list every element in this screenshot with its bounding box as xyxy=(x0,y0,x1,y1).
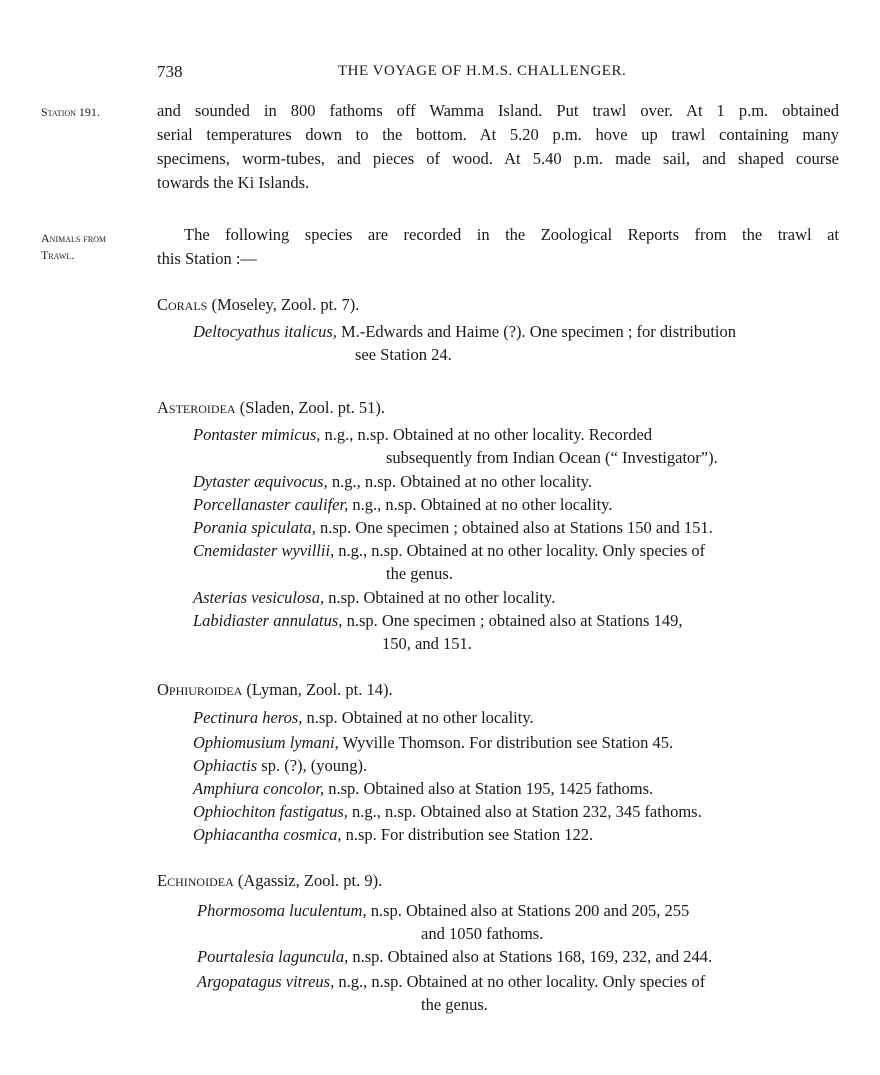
margin-animals-line2: Trawl. xyxy=(41,248,75,262)
species-description: n.sp. Obtained at no other locality. xyxy=(302,708,534,727)
species-description: n.sp. For distribution see Station 122. xyxy=(341,825,594,844)
section-title: Corals xyxy=(157,295,208,314)
paragraph-line: this Station :— xyxy=(157,249,257,268)
margin-animals-line1: Animals from xyxy=(41,231,107,245)
species-entry xyxy=(193,539,705,585)
species-entry xyxy=(197,945,712,968)
paragraph-line: serial temperatures down to the bottom. At 5.20 p.m. hove up trawl containing many xyxy=(157,125,839,144)
species-name: Deltocyathus italicus, xyxy=(193,322,337,341)
running-title: THE VOYAGE OF H.M.S. CHALLENGER. xyxy=(338,63,627,79)
species-entry xyxy=(193,586,555,609)
section-title: Asteroidea xyxy=(157,398,236,417)
species-name: Pourtalesia laguncula, xyxy=(197,947,349,966)
species-description: n.sp. Obtained also at Stations 200 and 205, 255 xyxy=(366,901,690,920)
species-continuation: see Station 24. xyxy=(355,345,452,364)
species-continuation: the genus. xyxy=(421,995,488,1014)
species-continuation: 150, and 151. xyxy=(382,634,472,653)
species-description: M.-Edwards and Haime (?). One specimen ; for distribution xyxy=(336,322,737,341)
species-name: Phormosoma luculentum, xyxy=(197,901,367,920)
species-description: n.sp. Obtained also at Station 195, 1425 fathoms. xyxy=(324,779,654,798)
species-name: Argopatagus vitreus, xyxy=(197,972,335,991)
paragraph-line: The following species are recorded in the Zoological Reports from the trawl at xyxy=(184,225,839,244)
species-name: Ophiactis xyxy=(193,756,258,775)
species-entry xyxy=(193,823,593,846)
species-description: n.sp. One specimen ; obtained also at Stations 150 and 151. xyxy=(315,518,713,537)
species-name: Labidiaster annulatus, xyxy=(193,611,343,630)
species-name: Asterias vesiculosa, xyxy=(193,588,325,607)
species-description: n.g., n.sp. Obtained also at Station 232, 345 fathoms. xyxy=(347,802,702,821)
species-entry xyxy=(193,754,367,777)
section-title: Ophiuroidea xyxy=(157,680,243,699)
species-description: n.g., n.sp. Obtained at no other locality. xyxy=(348,495,613,514)
section-heading-corals xyxy=(157,295,359,315)
section-reference: (Agassiz, Zool. pt. 9). xyxy=(233,871,383,890)
species-name: Ophiacantha cosmica, xyxy=(193,825,342,844)
species-description: n.g., n.sp. Obtained at no other locality. Recorded xyxy=(320,425,653,444)
section-reference: (Sladen, Zool. pt. 51). xyxy=(235,398,385,417)
margin-animals-label xyxy=(41,230,106,264)
species-entry xyxy=(193,777,653,800)
section-reference: (Moseley, Zool. pt. 7). xyxy=(207,295,360,314)
species-entry xyxy=(193,423,718,469)
species-name: Cnemidaster wyvillii, xyxy=(193,541,335,560)
section-heading-asteroidea xyxy=(157,398,385,418)
species-name: Pectinura heros, xyxy=(193,708,303,727)
section-title: Echinoidea xyxy=(157,871,234,890)
species-name: Dytaster æquivocus, xyxy=(193,472,328,491)
species-entry xyxy=(193,706,534,729)
species-entry xyxy=(193,516,713,539)
species-description: n.g., n.sp. Obtained at no other locality. xyxy=(327,472,592,491)
section-heading-echinoidea xyxy=(157,871,382,891)
species-name: Amphiura concolor, xyxy=(193,779,325,798)
species-entry xyxy=(193,493,612,516)
page-number: 738 xyxy=(157,62,183,81)
species-name: Ophiochiton fastigatus, xyxy=(193,802,348,821)
species-continuation: and 1050 fathoms. xyxy=(421,924,544,943)
species-description: n.sp. Obtained also at Stations 168, 169, 232, and 244. xyxy=(348,947,713,966)
paragraph-line: and sounded in 800 fathoms off Wamma Island. Put trawl over. At 1 p.m. obtained xyxy=(157,101,839,120)
station-paragraph xyxy=(157,99,839,195)
species-entry xyxy=(193,320,736,366)
species-description: n.sp. Obtained at no other locality. xyxy=(324,588,556,607)
species-entry xyxy=(193,731,673,754)
margin-station-label: Station 191. xyxy=(41,105,100,119)
species-description: sp. (?), (young). xyxy=(257,756,368,775)
species-name: Porania spiculata, xyxy=(193,518,316,537)
species-entry xyxy=(197,899,689,945)
paragraph-line: specimens, worm-tubes, and pieces of wood. At 5.40 p.m. made sail, and shaped course xyxy=(157,149,839,168)
species-entry xyxy=(193,609,682,655)
species-continuation: subsequently from Indian Ocean (“ Investigator”). xyxy=(386,448,718,467)
section-reference: (Lyman, Zool. pt. 14). xyxy=(242,680,393,699)
species-entry xyxy=(193,800,702,823)
species-name: Porcellanaster caulifer, xyxy=(193,495,349,514)
species-description: n.g., n.sp. Obtained at no other locality. Only species of xyxy=(334,972,706,991)
species-description: n.g., n.sp. Obtained at no other locality. Only species of xyxy=(334,541,706,560)
intro-paragraph xyxy=(157,223,839,271)
species-entry xyxy=(193,470,592,493)
species-name: Ophiomusium lymani, xyxy=(193,733,339,752)
species-description: Wyville Thomson. For distribution see Station 45. xyxy=(338,733,674,752)
section-heading-ophiuroidea xyxy=(157,680,393,700)
species-continuation: the genus. xyxy=(386,564,453,583)
species-name: Pontaster mimicus, xyxy=(193,425,321,444)
species-description: n.sp. One specimen ; obtained also at Stations 149, xyxy=(342,611,683,630)
species-entry xyxy=(197,970,705,1016)
paragraph-line: towards the Ki Islands. xyxy=(157,173,310,192)
